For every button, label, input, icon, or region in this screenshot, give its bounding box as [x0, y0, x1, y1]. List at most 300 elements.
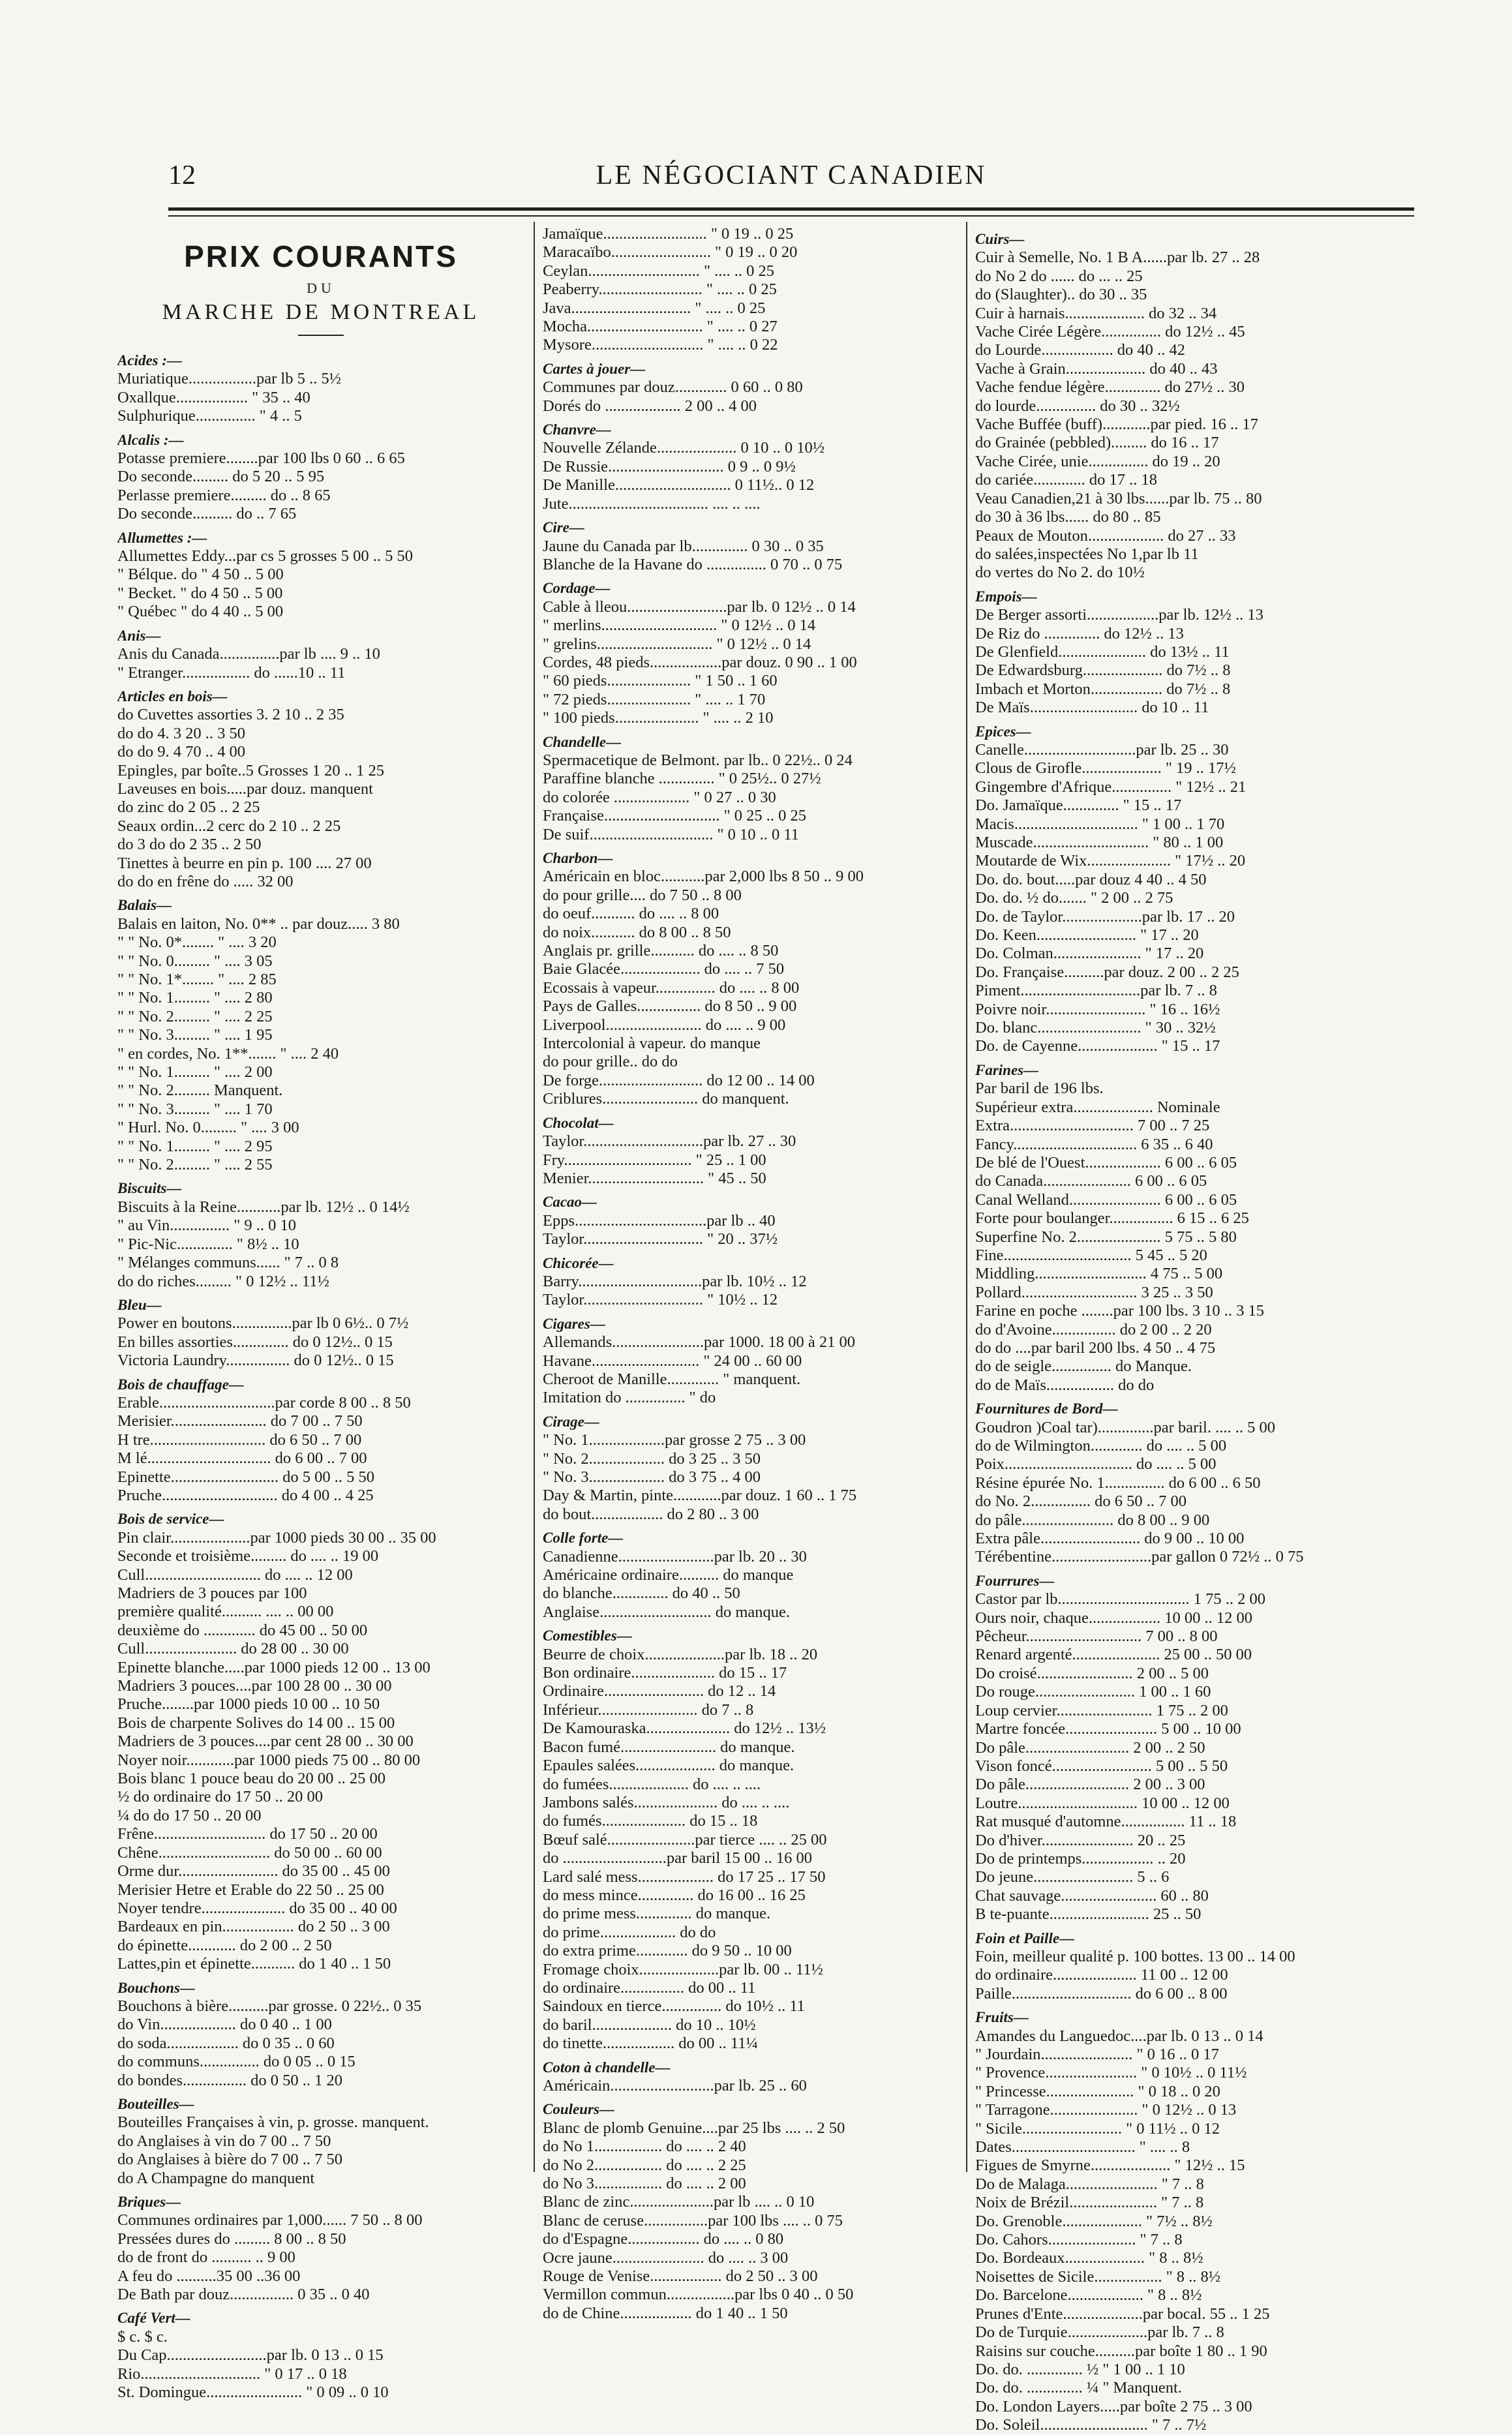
section-heading: Cire—	[543, 519, 584, 536]
price-line: Pêcheur............................. 7 00 .. 8 00	[975, 1627, 1218, 1646]
price-line: Bon ordinaire..................... do 15 .. 17	[543, 1664, 787, 1682]
price-line: Vache Cirée Légère............... do 12½ .. 45	[975, 323, 1245, 341]
price-line: Intercolonial à vapeur. do manque	[543, 1035, 761, 1053]
price-line: Fancy............................... 6 35 .. 6 40	[975, 1135, 1213, 1153]
price-line: " Princesse...................... " 0 18 .. 0 20	[975, 2082, 1220, 2100]
price-line: " Mélanges communs...... " 7 .. 0 8	[117, 1254, 339, 1272]
price-line: " No. 2................... do 3 25 .. 3 50	[543, 1449, 761, 1468]
section-heading: Fourrures—	[975, 1572, 1055, 1589]
price-line: Noyer tendre..................... do 35 00 .. 40 00	[117, 1899, 397, 1917]
price-line: Cable à lleou.........................par lb. 0 12½ .. 0 14	[543, 597, 856, 616]
price-line: Amandes du Languedoc....par lb. 0 13 .. 0 14	[975, 2027, 1263, 2045]
section-heading: Briques—	[117, 2194, 181, 2210]
price-line: Jute................................... .... .. ....	[543, 494, 761, 513]
price-line: do ordinaire................ do 00 .. 11	[543, 1978, 756, 1997]
section-heading: Café Vert—	[117, 2310, 190, 2327]
price-line: do (Slaughter).. do 30 .. 35	[975, 286, 1147, 304]
section-heading: Alcalis :—	[117, 431, 184, 448]
price-line: Madriers de 3 pouces par 100	[117, 1584, 307, 1602]
price-line: do ordinaire..................... 11 00 .. 12 00	[975, 1966, 1228, 1984]
section-heading: Cartes à jouer—	[543, 360, 646, 377]
price-line: do pour grille.... do 7 50 .. 8 00	[543, 886, 742, 904]
price-line: Middling............................ 4 75 .. 5 00	[975, 1265, 1223, 1283]
price-line: Taylor..............................par lb. 27 .. 30	[543, 1132, 796, 1151]
price-line: " " No. 3......... " .... 1 95	[117, 1026, 273, 1044]
section-heading: Bouteilles—	[117, 2095, 194, 2112]
price-line: do fumés..................... do 15 .. 18	[543, 1812, 758, 1830]
section-heading: Bois de service—	[117, 1511, 224, 1528]
price-line: Vache Buffée (buff)............par pied. 16 .. 17	[975, 416, 1258, 434]
price-line: Madriers 3 pouces....par 100 28 00 .. 30 00	[117, 1677, 392, 1695]
price-line: Vache Cirée, unie............... do 19 .. 20	[975, 452, 1220, 470]
header-rule-thin	[168, 215, 1414, 217]
price-line: " " No. 1......... " .... 2 80	[117, 989, 273, 1007]
price-line: Oxallque.................. " 35 .. 40	[117, 388, 310, 406]
price-line: Do. do. ½ do....... " 2 00 .. 2 75	[975, 889, 1173, 907]
price-line: ¼ do do 17 50 .. 20 00	[117, 1806, 262, 1824]
price-line: De Riz do .............. do 12½ .. 13	[975, 624, 1184, 643]
section-heading: Coton à chandelle—	[543, 2059, 671, 2076]
price-line: do prime mess.............. do manque.	[543, 1905, 771, 1923]
price-line: do No 2 do ...... do ... .. 25	[975, 267, 1143, 285]
price-line: " No. 1...................par grosse 2 75 .. 3 00	[543, 1431, 806, 1449]
price-line: Cuir à Semelle, No. 1 B A......par lb. 27 .. 28	[975, 249, 1260, 267]
price-line: St. Domingue........................ " 0 09 .. 0 10	[117, 2383, 389, 2402]
price-line: do bout.................. do 2 80 .. 3 00	[543, 1505, 759, 1523]
price-line: " Tarragone...................... " 0 12½ .. 0 13	[975, 2101, 1237, 2119]
price-line: Seaux ordin...2 cerc do 2 10 .. 2 25	[117, 817, 341, 835]
price-line: Française............................. " 0 25 .. 0 25	[543, 807, 806, 825]
section-heading: Foin et Paille—	[975, 1929, 1075, 1946]
price-line: do prime................... do do	[543, 1923, 716, 1941]
price-line: do oeuf........... do .... .. 8 00	[543, 905, 719, 923]
price-line: Castor par lb................................. 1 75 .. 2 00	[975, 1590, 1266, 1609]
price-line: do salées,inspectées No 1,par lb 11	[975, 545, 1199, 563]
price-line: Allemands.......................par 1000. 18 00 à 21 00	[543, 1333, 856, 1352]
price-line: " No. 3................... do 3 75 .. 4 00	[543, 1468, 761, 1486]
price-line: ½ do ordinaire do 17 50 .. 20 00	[117, 1788, 324, 1806]
price-line: Moutarde de Wix..................... " 17½ .. 20	[975, 852, 1246, 870]
price-line: " Jourdain....................... " 0 16 .. 0 17	[975, 2046, 1219, 2063]
price-line: Criblures........................ do manquent.	[543, 1090, 789, 1108]
price-line: B te-puante......................... 25 .. 50	[975, 1905, 1202, 1924]
price-line: Peaberry.......................... " .... .. 0 25	[543, 280, 777, 299]
price-line: Do. Française..........par douz. 2 00 .. 2 25	[975, 963, 1239, 981]
price-line: Paille.............................. do 6 00 .. 8 00	[975, 1984, 1228, 2003]
price-line: Fry................................ " 25 .. 1 00	[543, 1151, 766, 1169]
price-line: do de Wilmington............. do .... .. 5 00	[975, 1437, 1227, 1455]
price-line: do noix........... do 8 00 .. 8 50	[543, 923, 731, 941]
section-heading: Cirage—	[543, 1413, 599, 1430]
price-line: do Anglaises à bière do 7 00 .. 7 50	[117, 2151, 342, 2169]
price-line: Muriatique.................par lb 5 .. 5½	[117, 370, 341, 388]
masthead-market: MARCHE DE MONTREAL	[162, 300, 480, 324]
price-line: do zinc do 2 05 .. 2 25	[117, 798, 260, 817]
price-line: do communs............... do 0 05 .. 0 15	[117, 2053, 355, 2071]
price-line: Do. Colman...................... " 17 .. 20	[975, 945, 1204, 963]
price-line: " 60 pieds..................... " 1 50 .. 1 60	[543, 672, 778, 690]
section-heading: Cigares—	[543, 1315, 605, 1332]
price-line: Gingembre d'Afrique............... " 12½ .. 21	[975, 778, 1247, 796]
price-line: Merisier........................ do 7 00 .. 7 50	[117, 1412, 363, 1430]
price-line: do Canada...................... 6 00 .. 6 05	[975, 1172, 1207, 1190]
price-line: Par baril de 196 lbs.	[975, 1080, 1104, 1098]
price-line: do de Chine.................. do 1 40 .. 1 50	[543, 2304, 788, 2322]
price-line: Rouge de Venise.................. do 2 50 .. 3 00	[543, 2267, 818, 2286]
price-line: Jaune du Canada par lb.............. 0 30 .. 0 35	[543, 537, 824, 555]
price-line: Havane........................... " 24 00 .. 60 00	[543, 1352, 802, 1370]
price-line: Pressées dures do ......... 8 00 .. 8 50	[117, 2230, 346, 2248]
section-heading: Colle forte—	[543, 1530, 624, 1547]
price-line: Do. Bordeaux.................... " 8 .. 8½	[975, 2249, 1203, 2267]
price-line: Beurre de choix....................par lb. 18 .. 20	[543, 1645, 818, 1663]
price-line: do Grainée (pebbled)......... do 16 .. 17	[975, 434, 1219, 452]
price-line: De Berger assorti..................par lb. 12½ .. 13	[975, 606, 1263, 624]
price-line: " " No. 0......... " .... 3 05	[117, 952, 273, 970]
price-line: De blé de l'Ouest................... 6 00 .. 6 05	[975, 1153, 1237, 1172]
price-line: " Sicile......................... " 0 11½ .. 0 12	[975, 2119, 1220, 2138]
price-line: Allumettes Eddy...par cs 5 grosses 5 00 .. 5 50	[117, 547, 413, 566]
price-line: De suif............................... " 0 10 .. 0 11	[543, 825, 799, 843]
price-line: Do de Turquie....................par lb. 7 .. 8	[975, 2323, 1224, 2342]
price-line: Extra............................... 7 00 .. 7 25	[975, 1117, 1210, 1135]
price-line: Piment..............................par lb. 7 .. 8	[975, 982, 1217, 1000]
price-line: Communes par douz............. 0 60 .. 0 80	[543, 378, 803, 397]
price-line: Noisettes de Sicile................. " 8 .. 8½	[975, 2267, 1221, 2286]
price-line: Imitation do ............... " do	[543, 1389, 716, 1407]
price-line: do cariée............. do 17 .. 18	[975, 471, 1157, 489]
section-heading: Charbon—	[543, 850, 613, 866]
price-line: Do. do. bout.....par douz 4 40 .. 4 50	[975, 870, 1207, 888]
price-line: Communes ordinaires par 1,000...... 7 50 .. 8 00	[117, 2211, 423, 2230]
price-line: première qualité.......... .... .. 00 00	[117, 1603, 334, 1621]
price-line: Potasse premiere........par 100 lbs 0 60 .. 6 65	[117, 449, 405, 468]
price-line: do extra prime............. do 9 50 .. 10 00	[543, 1942, 792, 1960]
price-line: do d'Espagne.................. do .... .. 0 80	[543, 2230, 784, 2248]
price-line: Prunes d'Ente....................par bocal. 55 .. 1 25	[975, 2305, 1270, 2323]
price-line: Saindoux en tierce............... do 10½ .. 11	[543, 1997, 805, 2016]
price-line: Poivre noir......................... " 16 .. 16½	[975, 1000, 1220, 1018]
page-number: 12	[168, 160, 196, 190]
price-line: Clous de Girofle.................... " 19 .. 17½	[975, 759, 1236, 778]
price-column-3	[975, 225, 1382, 2435]
price-line: " Becket. " do 4 50 .. 5 00	[117, 584, 283, 602]
price-line: Américaine ordinaire.......... do manque	[543, 1566, 794, 1584]
page-header	[168, 160, 1414, 192]
price-line: do No 1................. do .... .. 2 40	[543, 2138, 746, 2156]
price-line: do No. 2............... do 6 50 .. 7 00	[975, 1492, 1187, 1511]
price-line: " Bélque. do " 4 50 .. 5 00	[117, 566, 284, 584]
price-line: " " No. 3......... " .... 1 70	[117, 1100, 273, 1118]
price-line: Inférieur......................... do 7 .. 8	[543, 1701, 754, 1719]
price-line: Ecossais à vapeur............... do .... .. 8 00	[543, 978, 800, 997]
price-line: Superfine No. 2..................... 5 75 .. 5 80	[975, 1228, 1237, 1246]
price-line: Américain..........................par lb. 25 .. 60	[543, 2077, 807, 2095]
section-heading: Balais—	[117, 897, 172, 914]
price-line: do pour grille.. do do	[543, 1053, 678, 1071]
price-line: De Russie............................. 0 9 .. 0 9½	[543, 457, 796, 476]
price-line: Tinettes à beurre en pin p. 100 .... 27 00	[117, 854, 372, 872]
price-line: Vermillon commun.................par lbs 0 40 .. 0 50	[543, 2286, 854, 2304]
masthead-title: PRIX COURANTS	[184, 239, 458, 273]
price-line: Noyer noir............par 1000 pieds 75 00 .. 80 00	[117, 1751, 421, 1769]
price-line: " au Vin............... " 9 .. 0 10	[117, 1217, 296, 1235]
price-line: Do de Malaga....................... " 7 .. 8	[975, 2175, 1204, 2193]
price-line: do Anglaises à vin do 7 00 .. 7 50	[117, 2132, 331, 2150]
price-line: Loup cervier........................ 1 75 .. 2 00	[975, 1701, 1228, 1719]
price-line: do No 3................. do .... .. 2 00	[543, 2175, 746, 2193]
price-line: Do d'hiver....................... 20 .. 25	[975, 1831, 1186, 1849]
price-line: do Lourde.................. do 40 .. 42	[975, 341, 1185, 359]
price-line: Do de printemps.................. .. 20	[975, 1849, 1186, 1868]
price-line: Fine................................ 5 45 .. 5 20	[975, 1246, 1207, 1264]
price-line: Balais en laiton, No. 0** .. par douz..... 3 80	[117, 915, 400, 933]
price-line: Pollard............................. 3 25 .. 3 50	[975, 1283, 1213, 1301]
price-line: Cheroot de Manille............. " manquent.	[543, 1370, 801, 1388]
price-line: Dorés do ................... 2 00 .. 4 00	[543, 397, 757, 415]
price-line: Canadienne........................par lb. 20 .. 30	[543, 1547, 807, 1565]
section-heading: Cordage—	[543, 580, 611, 597]
price-line: Ceylan............................ " .... .. 0 25	[543, 262, 775, 280]
price-line: Do pâle.......................... 2 00 .. 2 50	[975, 1738, 1205, 1757]
price-line: Do seconde......... do 5 20 .. 5 95	[117, 468, 325, 486]
price-line: Bardeaux en pin.................. do 2 50 .. 3 00	[117, 1918, 390, 1936]
price-line: " Pic-Nic.............. " 8½ .. 10	[117, 1235, 299, 1253]
price-line: Bois blanc 1 pouce beau do 20 00 .. 25 00	[117, 1770, 386, 1788]
price-line: Rat musqué d'automne................ 11 .. 18	[975, 1813, 1237, 1831]
price-line: Do pâle.......................... 2 00 .. 3 00	[975, 1776, 1205, 1794]
price-line: Chêne............................ do 50 00 .. 60 00	[117, 1843, 382, 1862]
price-line: Day & Martin, pinte............par douz. 1 60 .. 1 75	[543, 1487, 857, 1505]
price-line: Bouteilles Françaises à vin, p. grosse. manquent.	[117, 2113, 429, 2132]
price-line: Do. do. .............. ½ " 1 00 .. 1 10	[975, 2360, 1185, 2378]
price-line: Blanc de zinc.....................par lb .... .. 0 10	[543, 2193, 815, 2211]
price-line: do do 9. 4 70 .. 4 00	[117, 743, 245, 761]
price-line: Seconde et troisième......... do .... .. 19 00	[117, 1547, 379, 1565]
column-divider	[966, 222, 967, 2172]
price-line: " 72 pieds..................... " .... .. 1 70	[543, 690, 766, 708]
price-line: Macis............................... " 1 00 .. 1 70	[975, 815, 1225, 833]
masthead	[117, 238, 524, 336]
price-line: Canelle............................par lb. 25 .. 30	[975, 740, 1229, 759]
price-line: Ours noir, chaque.................. 10 00 .. 12 00	[975, 1609, 1252, 1627]
price-line: " " No. 1......... " .... 2 00	[117, 1063, 273, 1081]
price-line: Do. Jamaïque.............. " 15 .. 17	[975, 796, 1182, 815]
price-line: Do. do. .............. ¼ " Manquent.	[975, 2379, 1182, 2397]
price-line: Do croisé........................ 2 00 .. 5 00	[975, 1664, 1209, 1682]
price-line: De Manille............................. 0 11½.. 0 12	[543, 476, 815, 494]
price-line: do do ....par baril 200 lbs. 4 50 .. 4 75	[975, 1338, 1216, 1357]
price-line: Taylor.............................. " 10½ .. 12	[543, 1291, 778, 1309]
price-line: do ..........................par baril 15 00 .. 16 00	[543, 1849, 813, 1868]
section-heading: Cuirs—	[975, 231, 1025, 247]
price-line: do fumées.................... do .... .. ....	[543, 1775, 761, 1793]
price-line: " " No. 2......... " .... 2 25	[117, 1007, 273, 1025]
section-heading: Bleu—	[117, 1296, 162, 1313]
price-line: " " No. 2......... Manquent.	[117, 1081, 283, 1100]
price-line: do tinette.................. do 00 .. 11¼	[543, 2034, 758, 2053]
price-line: do bondes................ do 0 50 .. 1 20	[117, 2071, 343, 2089]
header-rule-thick	[168, 207, 1414, 211]
price-line: Blanc de plomb Genuine....par 25 lbs .... .. 2 50	[543, 2119, 845, 2137]
price-line: Pruche............................. do 4 00 .. 4 25	[117, 1486, 374, 1504]
masthead-rule	[298, 335, 344, 336]
price-line: Bouchons à bière..........par grosse. 0 22½.. 0 35	[117, 1997, 422, 2015]
price-line: do de front do .......... .. 9 00	[117, 2248, 295, 2267]
price-line: do de Maïs................. do do	[975, 1376, 1155, 1394]
price-line: Menier............................. " 45 .. 50	[543, 1169, 766, 1187]
section-heading: Chicorée—	[543, 1254, 614, 1271]
price-line: Taylor.............................. " 20 .. 37½	[543, 1230, 778, 1248]
price-line: Epaules salées.................... do manque.	[543, 1757, 794, 1775]
price-line: Cull....................... do 28 00 .. 30 00	[117, 1640, 349, 1658]
price-line: do d'Avoine................ do 2 00 .. 2 20	[975, 1320, 1212, 1338]
price-line: Cuir à harnais.................... do 32 .. 34	[975, 304, 1217, 322]
price-line: do do en frêne do ..... 32 00	[117, 872, 294, 890]
price-line: Perlasse premiere......... do .. 8 65	[117, 486, 331, 504]
price-line: Jamaïque.......................... " 0 19 .. 0 25	[543, 225, 794, 243]
price-line: Epinette........................... do 5 00 .. 5 50	[117, 1468, 375, 1486]
price-line: Erable.............................par corde 8 00 .. 8 50	[117, 1393, 411, 1412]
section-heading: Articles en bois—	[117, 688, 228, 704]
price-line: " Etranger................. do ......10 .. 11	[117, 663, 346, 682]
price-line: Spermacetique de Belmont. par lb.. 0 22½.. 0 24	[543, 751, 853, 769]
price-line: De Maïs........................... do 10 .. 11	[975, 699, 1209, 717]
price-line: De Kamouraska..................... do 12½ .. 13½	[543, 1719, 826, 1738]
price-line: Imbach et Morton.................. do 7½ .. 8	[975, 680, 1231, 698]
column-divider	[534, 222, 535, 2172]
price-line: Lard salé mess................... do 17 25 .. 17 50	[543, 1868, 826, 1886]
price-line: Anglais pr. grille........... do .... .. 8 50	[543, 942, 779, 960]
price-line: Do. de Taylor....................par lb. 17 .. 20	[975, 907, 1235, 926]
price-line: " " No. 2......... " .... 2 55	[117, 1156, 273, 1174]
price-line: Dates............................... " .... .. 8	[975, 2138, 1190, 2156]
price-line: Farine en poche ........par 100 lbs. 3 10 .. 3 15	[975, 1302, 1264, 1320]
price-line: Forte pour boulanger................ 6 15 .. 6 25	[975, 1209, 1249, 1228]
price-line: Baie Glacée.................... do .... .. 7 50	[543, 960, 785, 978]
price-line: " " No. 1*........ " .... 2 85	[117, 971, 277, 988]
price-line: Vache fendue légère.............. do 27½ .. 30	[975, 378, 1245, 397]
section-heading: Empois—	[975, 588, 1037, 605]
section-heading: Chocolat—	[543, 1114, 614, 1131]
price-line: Do. Barcelone................... " 8 .. 8½	[975, 2286, 1202, 2305]
price-line: Paraffine blanche .............. " 0 25½.. 0 27½	[543, 770, 821, 788]
price-line: Biscuits à la Reine...........par lb. 12½ .. 0 14½	[117, 1198, 410, 1216]
price-line: Do rouge......................... 1 00 .. 1 60	[975, 1683, 1211, 1701]
price-line: Foin, meilleur qualité p. 100 bottes. 13 00 .. 14 00	[975, 1947, 1295, 1965]
section-heading: Farines—	[975, 1061, 1039, 1078]
price-line: do pâle....................... do 8 00 .. 9 00	[975, 1511, 1210, 1529]
price-line: De Edwardsburg.................... do 7½ .. 8	[975, 661, 1231, 680]
price-line: do A Champagne do manquent	[117, 2169, 315, 2187]
price-line: Mysore............................ " .... .. 0 22	[543, 336, 778, 354]
price-line: Lattes,pin et épinette........... do 1 40 .. 1 50	[117, 1955, 391, 1973]
price-line: Merisier Hetre et Erable do 22 50 .. 25 00	[117, 1881, 384, 1899]
price-line: H tre............................. do 6 50 .. 7 00	[117, 1430, 362, 1449]
price-column-2	[543, 225, 950, 2323]
price-line: do do 4. 3 20 .. 3 50	[117, 724, 245, 742]
price-line: M lé............................... do 6 00 .. 7 00	[117, 1449, 367, 1468]
price-line: Fromage choix....................par lb. 00 .. 11½	[543, 1960, 823, 1978]
section-heading: Epices—	[975, 723, 1031, 740]
price-line: Loutre.............................. 10 00 .. 12 00	[975, 1794, 1230, 1812]
price-line: Martre foncée....................... 5 00 .. 10 00	[975, 1720, 1241, 1738]
price-line: deuxième do ............. do 45 00 .. 50 00	[117, 1621, 368, 1639]
price-line: Térébentine.........................par gallon 0 72½ .. 0 75	[975, 1548, 1304, 1566]
price-line: do 30 à 36 lbs...... do 80 .. 85	[975, 508, 1161, 526]
price-line: Vache à Grain.................... do 40 .. 43	[975, 359, 1218, 378]
price-line: En billes assorties.............. do 0 12½.. 0 15	[117, 1333, 393, 1351]
price-line: A feu do ..........35 00 ..36 00	[117, 2267, 301, 2285]
price-line: Do. de Cayenne.................... " 15 .. 17	[975, 1037, 1220, 1055]
price-line: Maracaïbo......................... " 0 19 .. 0 20	[543, 243, 798, 262]
section-heading: Cacao—	[543, 1194, 597, 1211]
section-heading: Acides :—	[117, 352, 183, 369]
price-line: " Hurl. No. 0......... " .... 3 00	[117, 1119, 299, 1137]
price-line: Veau Canadien,21 à 30 lbs......par lb. 75 .. 80	[975, 489, 1262, 507]
price-line: " Provence....................... " 0 10½ .. 0 11½	[975, 2064, 1247, 2082]
price-line: Liverpool........................ do .... .. 9 00	[543, 1016, 786, 1034]
price-line: Do. London Layers.....par boîte 2 75 .. 3 00	[975, 2397, 1252, 2415]
price-line: do do riches......... " 0 12½ .. 11½	[117, 1272, 329, 1290]
price-line: Chat sauvage........................ 60 .. 80	[975, 1886, 1209, 1905]
price-line: " en cordes, No. 1**....... " .... 2 40	[117, 1044, 339, 1063]
price-line: Raisins sur couche..........par boîte 1 80 .. 1 90	[975, 2342, 1267, 2360]
price-line: Nouvelle Zélande.................... 0 10 .. 0 10½	[543, 439, 825, 457]
price-line: Ordinaire......................... do 12 .. 14	[543, 1682, 776, 1701]
price-line: Do. Soleil........................... " 7 .. 7½	[975, 2416, 1207, 2434]
price-line: " grelins............................. " 0 12½ .. 0 14	[543, 635, 811, 653]
price-line: De Glenfield...................... do 13½ .. 11	[975, 643, 1230, 661]
price-line: Do. Cahors...................... " 7 .. 8	[975, 2231, 1183, 2249]
price-line: Pin clair....................par 1000 pieds 30 00 .. 35 00	[117, 1528, 436, 1547]
price-line: Noix de Brézil...................... " 7 .. 8	[975, 2194, 1204, 2212]
price-line: do No 2................. do .... .. 2 25	[543, 2156, 746, 2174]
section-heading: Biscuits—	[117, 1180, 182, 1197]
price-line: Mocha............................. " .... .. 0 27	[543, 318, 778, 336]
price-line: do baril.................... do 10 .. 10½	[543, 2016, 756, 2034]
price-line: Renard argenté...................... 25 00 .. 50 00	[975, 1646, 1252, 1664]
newspaper-title: LE NÉGOCIANT CANADIEN	[596, 160, 987, 190]
section-heading: Allumettes :—	[117, 529, 207, 546]
price-line: do Cuvettes assorties 3. 2 10 .. 2 35	[117, 706, 344, 724]
price-line: Do seconde.......... do .. 7 65	[117, 505, 297, 523]
price-line: Pays de Galles................ do 8 50 .. 9 00	[543, 997, 797, 1016]
section-heading: Fournitures de Bord—	[975, 1400, 1118, 1417]
price-line: Bois de charpente Solives do 14 00 .. 15 00	[117, 1714, 395, 1732]
price-line: do colorée ................... " 0 27 .. 0 30	[543, 788, 776, 806]
price-line: Madriers de 3 pouces....par cent 28 00 .. 30 00	[117, 1732, 414, 1751]
price-line: Muscade............................. " 80 .. 1 00	[975, 834, 1224, 851]
price-line: Sulphurique............... " 4 .. 5	[117, 407, 302, 425]
section-heading: Chandelle—	[543, 733, 622, 750]
price-line: Epinette blanche.....par 1000 pieds 12 00 .. 13 00	[117, 1658, 431, 1676]
price-line: Cordes, 48 pieds..................par douz. 0 90 .. 1 00	[543, 653, 857, 671]
price-line: Américain en bloc...........par 2,000 lbs 8 50 .. 9 00	[543, 868, 864, 886]
price-line: " Québec " do 4 40 .. 5 00	[117, 603, 284, 621]
price-line: De Bath par douz................ 0 35 .. 0 40	[117, 2286, 370, 2304]
price-column-1	[117, 225, 524, 2402]
price-line: Cull............................. do .... .. 12 00	[117, 1565, 353, 1584]
price-line: Do. blanc.......................... " 30 .. 32½	[975, 1019, 1216, 1037]
price-line: Java.............................. " .... .. 0 25	[543, 299, 766, 317]
price-line: Bacon fumé........................ do manque.	[543, 1738, 795, 1756]
price-line: do épinette............ do 2 00 .. 2 50	[117, 1936, 332, 1954]
price-line: Goudron )Coal tar)..............par baril. .... .. 5 00	[975, 1418, 1275, 1436]
price-line: " " No. 0*........ " .... 3 20	[117, 933, 277, 952]
price-line: Anis du Canada...............par lb .... 9 .. 10	[117, 645, 380, 663]
price-line: Pruche........par 1000 pieds 10 00 .. 10 50	[117, 1695, 380, 1714]
